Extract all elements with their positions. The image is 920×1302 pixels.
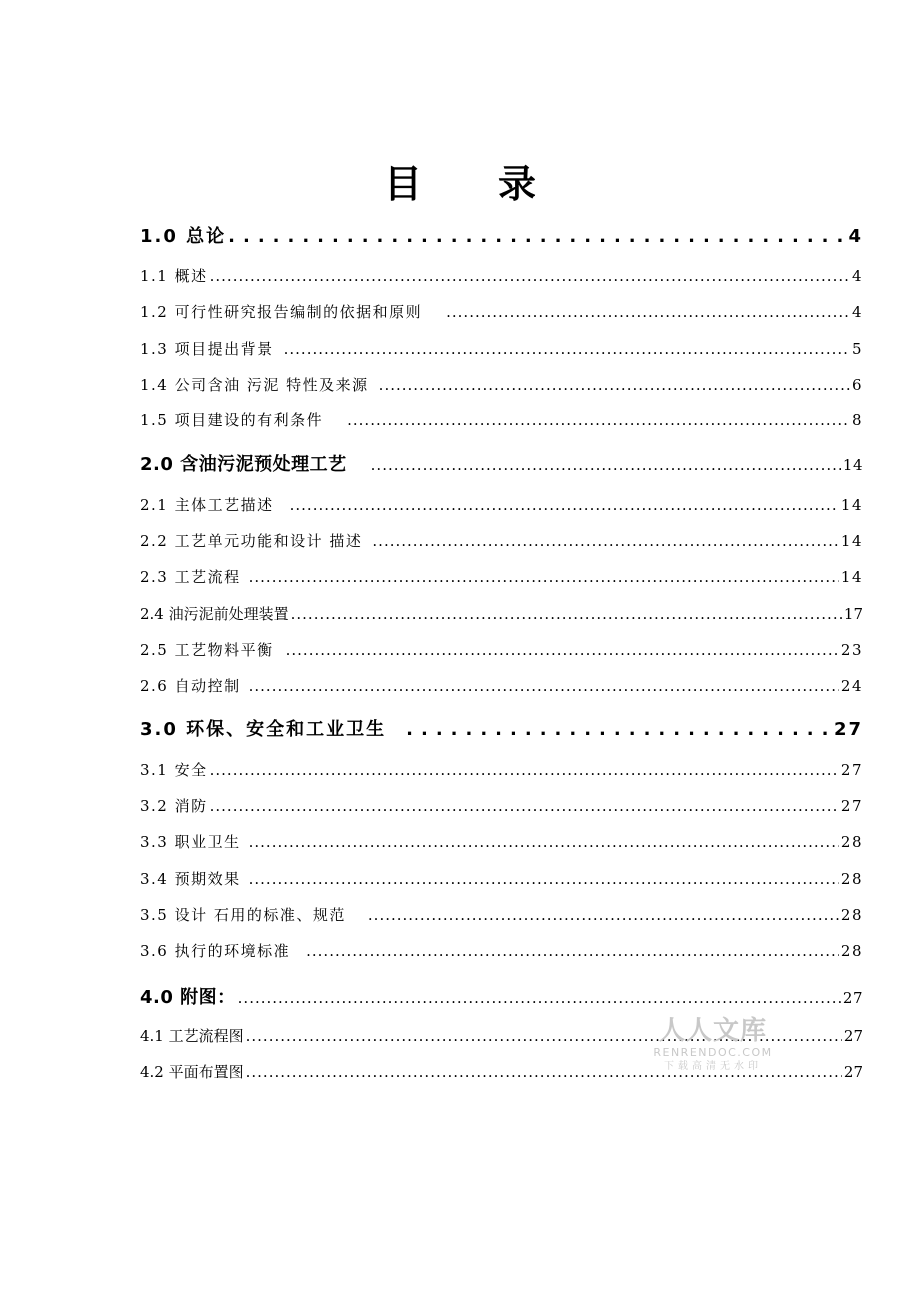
toc-entry[interactable]	[140, 675, 863, 696]
toc-leader	[406, 719, 832, 740]
toc-entry-page: 4	[851, 303, 863, 321]
toc-leader	[368, 906, 839, 924]
toc-leader	[284, 340, 850, 358]
toc-entry-label: 1.5 项目建设的有利条件	[140, 411, 324, 429]
toc-entry[interactable]	[140, 639, 863, 660]
toc-leader	[446, 303, 850, 321]
watermark-url: RENRENDOC.COM	[653, 1046, 773, 1059]
toc-entry-page: 14	[842, 456, 863, 474]
toc-entry[interactable]	[140, 795, 863, 816]
toc-entry[interactable]	[140, 904, 863, 925]
toc-entry-page: 28	[840, 870, 863, 888]
toc-entry-page: 27	[843, 1063, 863, 1081]
toc-entry-label: 3.1 安全	[140, 761, 208, 779]
toc-entry-label: 3.5 设计 石用的标准、规范	[140, 906, 346, 924]
toc-entry[interactable]	[140, 494, 863, 515]
toc-entry[interactable]	[140, 450, 863, 476]
toc-entry-page: 14	[840, 568, 863, 586]
toc-entry-label: 2.0 含油污泥预处理工艺	[140, 454, 347, 475]
toc-leader	[249, 870, 839, 888]
toc-entry-label: 2.2 工艺单元功能和设计 描述	[140, 532, 363, 550]
page-title: 目录	[383, 162, 612, 206]
toc-leader	[238, 989, 841, 1007]
toc-entry-page: 24	[840, 677, 863, 695]
toc-leader	[249, 568, 839, 586]
toc-entry-page: 17	[843, 605, 863, 623]
toc-entry-label: 3.4 预期效果	[140, 870, 241, 888]
toc-entry-page: 8	[851, 411, 863, 429]
toc-entry[interactable]	[140, 530, 863, 551]
toc-entry-label: 2.4 油污泥前处理装置	[140, 605, 289, 623]
toc-entry-label: 4.2 平面布置图	[140, 1063, 244, 1081]
toc-entry-label: 4.1 工艺流程图	[140, 1027, 244, 1045]
toc-leader	[249, 833, 839, 851]
toc-entry-label: 2.5 工艺物料平衡	[140, 641, 274, 659]
toc-entry-label: 1.2 可行性研究报告编制的依据和原则	[140, 303, 423, 321]
toc-entry-page: 27	[842, 989, 863, 1007]
toc-leader	[286, 641, 839, 659]
toc-entry[interactable]	[140, 603, 863, 624]
toc-entry[interactable]	[140, 374, 863, 395]
toc-leader	[306, 942, 839, 960]
toc-entry-label: 1.1 概述	[140, 267, 208, 285]
toc-entry-label: 2.6 自动控制	[140, 677, 241, 695]
watermark-title: 人人文库	[658, 1016, 767, 1046]
toc-entry-page: 28	[840, 833, 863, 851]
toc-leader	[290, 496, 839, 514]
toc-entry[interactable]	[140, 831, 863, 852]
toc-entry-page: 27	[833, 719, 863, 740]
toc-entry-label: 2.3 工艺流程	[140, 568, 241, 586]
toc-entry[interactable]	[140, 759, 863, 780]
toc-entry-page: 14	[840, 532, 863, 550]
toc-entry-label: 3.3 职业卫生	[140, 833, 241, 851]
toc-entry[interactable]	[140, 983, 863, 1009]
toc-leader	[210, 267, 850, 285]
toc-entry-page: 4	[848, 226, 863, 247]
toc-entry[interactable]	[140, 566, 863, 587]
toc-entry-page: 5	[851, 340, 863, 358]
toc-entry[interactable]	[140, 409, 863, 430]
toc-entry-page: 23	[840, 641, 863, 659]
watermark-note: 下载高清无水印	[664, 1061, 762, 1072]
toc-leader	[291, 605, 842, 623]
toc-entry[interactable]	[140, 940, 863, 961]
toc-leader	[249, 677, 839, 695]
toc-entry-label: 3.0 环保、安全和工业卫生	[140, 719, 387, 740]
toc-entry-page: 27	[843, 1027, 863, 1045]
toc-entry-page: 28	[840, 906, 863, 924]
toc-entry-page: 28	[840, 942, 863, 960]
toc-entry-page: 27	[840, 797, 863, 815]
toc-entry-label: 3.6 执行的环境标准	[140, 942, 291, 960]
toc-entry-label: 3.2 消防	[140, 797, 208, 815]
toc-entry-page: 6	[851, 376, 863, 394]
toc-entry-page: 14	[840, 496, 863, 514]
toc-entry-label: 2.1 主体工艺描述	[140, 496, 274, 514]
toc-entry-label: 1.3 项目提出背景	[140, 340, 274, 358]
toc-entry[interactable]	[140, 222, 863, 248]
toc-entry[interactable]	[140, 715, 863, 741]
toc-entry-label: 4.0 附图：	[140, 987, 236, 1008]
watermark	[648, 1016, 778, 1074]
toc-leader	[372, 532, 839, 550]
toc-leader	[228, 226, 846, 247]
toc-leader	[210, 761, 839, 779]
toc-leader	[347, 411, 850, 429]
toc-entry[interactable]	[140, 868, 863, 889]
toc-leader	[210, 797, 839, 815]
toc-leader	[371, 456, 841, 474]
toc-entry-page: 27	[840, 761, 863, 779]
toc-leader	[379, 376, 850, 394]
toc-entry-label: 1.0 总论	[140, 226, 227, 247]
toc-entry-label: 1.4 公司含油 污泥 特性及来源	[140, 376, 369, 394]
toc-entry-page: 4	[851, 267, 863, 285]
toc-entry[interactable]	[140, 338, 863, 359]
toc-entry[interactable]	[140, 301, 863, 322]
toc-entry[interactable]	[140, 265, 863, 286]
